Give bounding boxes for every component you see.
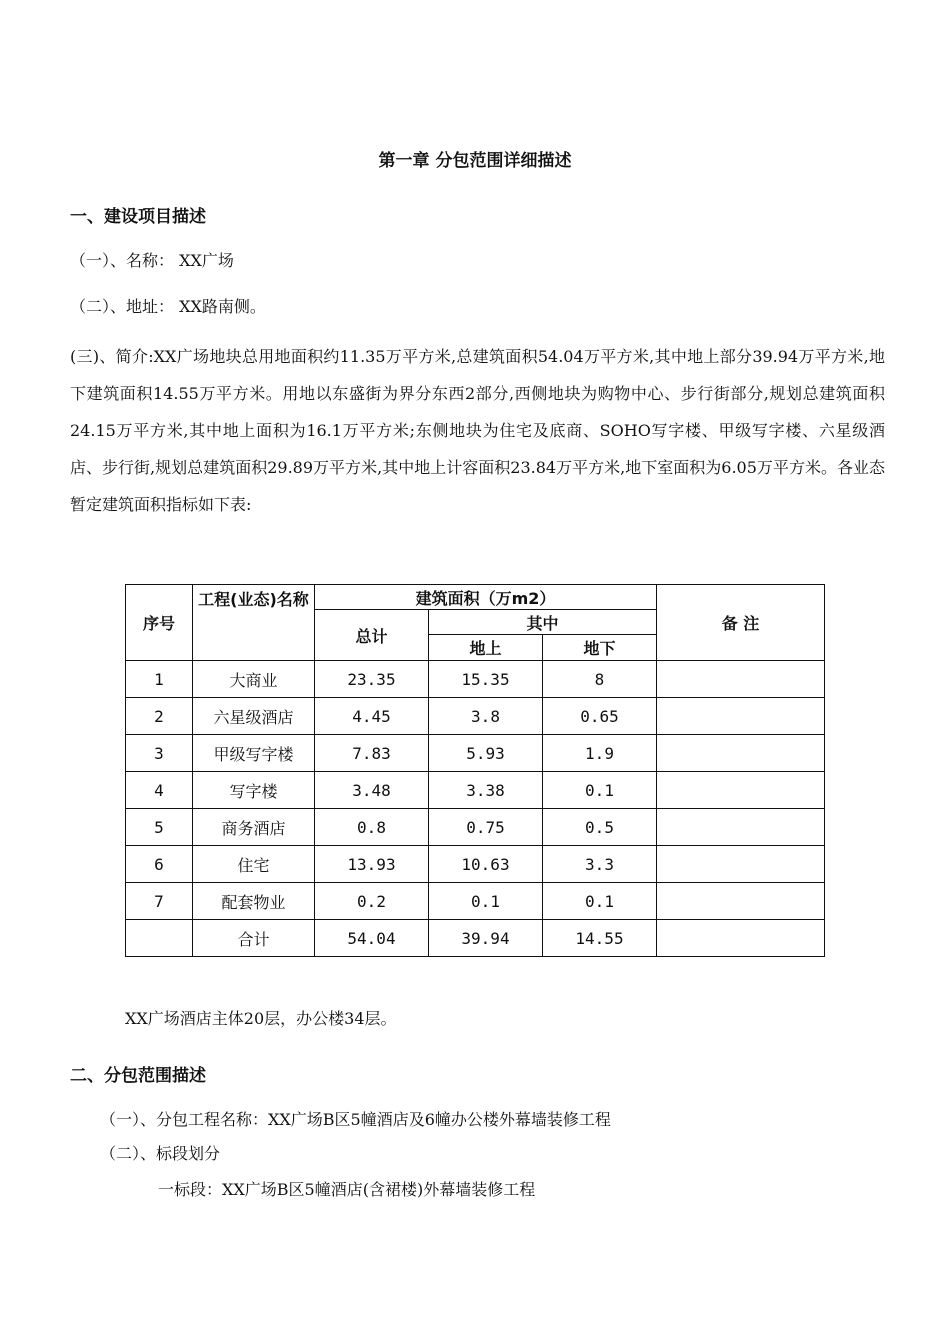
lot-division-line: （二）、标段划分 (100, 1144, 221, 1163)
area-table (125, 584, 825, 957)
table-row (126, 846, 825, 883)
table-row (126, 661, 825, 698)
cell-name: 商务酒店 (193, 809, 315, 846)
cell-above: 0.75 (429, 809, 543, 846)
cell-total: 4.45 (315, 698, 429, 735)
cell-total: 54.04 (315, 920, 429, 957)
header-total: 总计 (315, 610, 429, 661)
cell-name: 甲级写字楼 (193, 735, 315, 772)
cell-seq: 2 (126, 698, 193, 735)
subcontract-name-line: （一）、分包工程名称：XX广场B区5幢酒店及6幢办公楼外幕墙装修工程 (100, 1110, 611, 1129)
cell-below: 0.5 (543, 809, 657, 846)
cell-seq: 1 (126, 661, 193, 698)
cell-below: 0.1 (543, 772, 657, 809)
cell-name: 合计 (193, 920, 315, 957)
project-name-line: （一）、名称： XX广场 (70, 251, 234, 270)
table-row (126, 698, 825, 735)
table-total-row (126, 920, 825, 957)
cell-above: 15.35 (429, 661, 543, 698)
table-row (126, 735, 825, 772)
cell-above: 10.63 (429, 846, 543, 883)
table-row (126, 772, 825, 809)
cell-seq: 7 (126, 883, 193, 920)
cell-name: 住宅 (193, 846, 315, 883)
cell-remark (657, 698, 825, 735)
cell-above: 39.94 (429, 920, 543, 957)
header-area: 建筑面积（万m2） (315, 585, 657, 610)
cell-total: 0.8 (315, 809, 429, 846)
cell-remark (657, 772, 825, 809)
cell-remark (657, 661, 825, 698)
project-address-line: （二）、地址： XX路南侧。 (70, 297, 266, 316)
header-seq: 序号 (126, 585, 193, 661)
cell-seq: 6 (126, 846, 193, 883)
header-of-which: 其中 (429, 610, 657, 635)
header-above-ground: 地上 (429, 635, 543, 661)
cell-total: 3.48 (315, 772, 429, 809)
cell-total: 0.2 (315, 883, 429, 920)
cell-name: 写字楼 (193, 772, 315, 809)
cell-total: 23.35 (315, 661, 429, 698)
floors-note: XX广场酒店主体20层，办公楼34层。 (125, 1009, 397, 1028)
header-below-ground: 地下 (543, 635, 657, 661)
cell-remark (657, 846, 825, 883)
section2-heading: 二、分包范围描述 (70, 1066, 206, 1086)
cell-seq: 3 (126, 735, 193, 772)
cell-name: 六星级酒店 (193, 698, 315, 735)
cell-name: 配套物业 (193, 883, 315, 920)
cell-name: 大商业 (193, 661, 315, 698)
chapter-title: 第一章 分包范围详细描述 (378, 151, 572, 171)
cell-above: 3.8 (429, 698, 543, 735)
header-remark: 备 注 (657, 585, 825, 661)
cell-above: 0.1 (429, 883, 543, 920)
cell-seq: 4 (126, 772, 193, 809)
cell-above: 3.38 (429, 772, 543, 809)
cell-below: 0.1 (543, 883, 657, 920)
cell-seq: 5 (126, 809, 193, 846)
cell-below: 0.65 (543, 698, 657, 735)
cell-above: 5.93 (429, 735, 543, 772)
lot-one-line: 一标段：XX广场B区5幢酒店(含裙楼)外幕墙装修工程 (158, 1180, 536, 1199)
cell-seq (126, 920, 193, 957)
cell-remark (657, 883, 825, 920)
cell-below: 14.55 (543, 920, 657, 957)
cell-total: 7.83 (315, 735, 429, 772)
cell-below: 3.3 (543, 846, 657, 883)
cell-total: 13.93 (315, 846, 429, 883)
cell-remark (657, 920, 825, 957)
project-intro-paragraph: (三)、简介:XX广场地块总用地面积约11.35万平方米,总建筑面积54.04万平方米,其中地上部分39.94万平方米,地下建筑面积14.55万平方米。用地以东盛街为界分东西2部分,西侧地块为购物中心、步行街部分,规划总建筑面积24.15万平方米,其中地上面积为16.1万平方米;东侧地块为住宅及底商、SOHO写字楼、甲级写字楼、六星级酒店、步行街,规划总建筑面积29.89万平方米,其中地上计容面积23.84万平方米,地下室面积为6.05万平方米。各业态暂定建筑面积指标如下表: (70, 347, 885, 514)
cell-remark (657, 735, 825, 772)
table-row (126, 809, 825, 846)
table-row (126, 883, 825, 920)
cell-remark (657, 809, 825, 846)
section1-heading: 一、建设项目描述 (70, 207, 206, 227)
cell-below: 1.9 (543, 735, 657, 772)
header-name: 工程(业态)名称 (193, 585, 315, 661)
cell-below: 8 (543, 661, 657, 698)
